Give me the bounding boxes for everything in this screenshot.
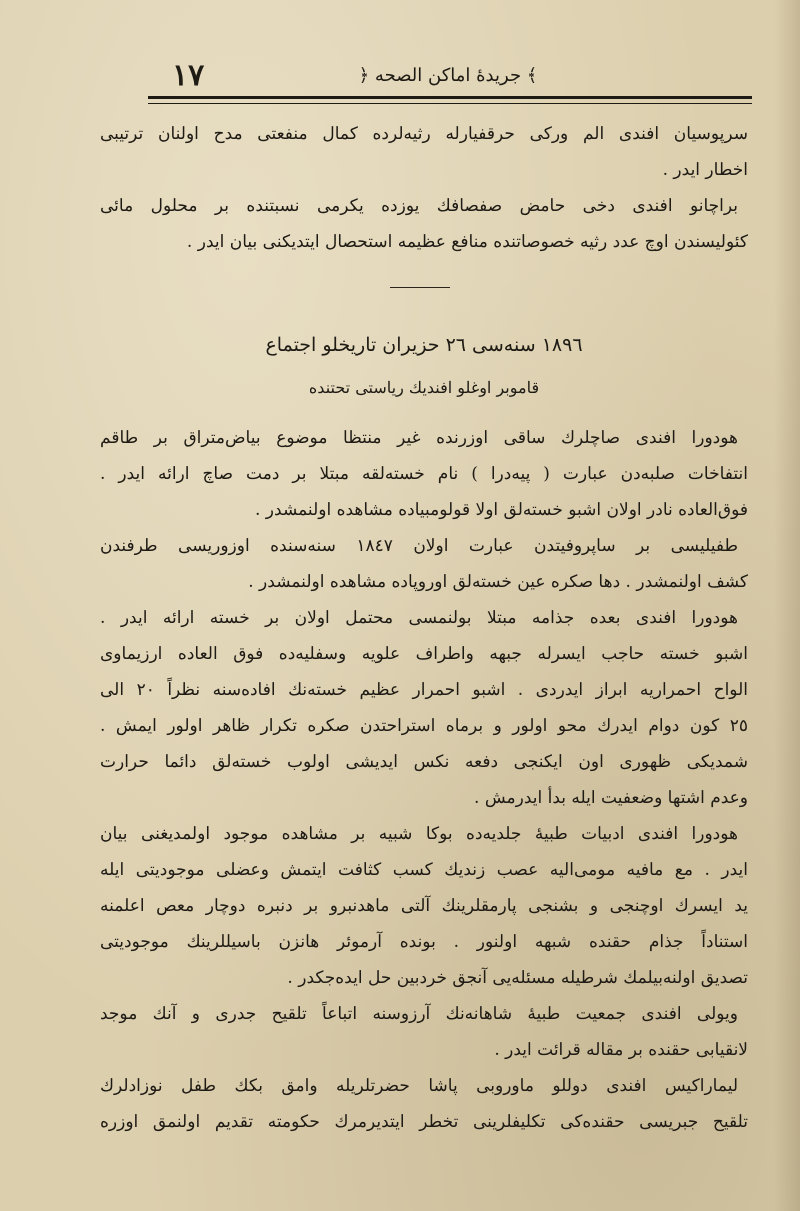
text-line: شمديكى ظهورى اون ايكنجى دفعه نكس ايديشى اولوب خسته‌لق دائما حرارت	[100, 752, 748, 772]
page-number: ١٧	[172, 58, 205, 93]
header-rule-thin	[148, 103, 752, 104]
text-line: اشبو خسته حاجب ايسرله جبهه واطراف علويه وسفليه‌ده فوق العاده ارزيماوى	[100, 644, 748, 664]
text-line: فوق‌العاده نادر اولان اشبو خسته‌لق اولا قولومبياده مشاهده اولنمشدر .	[255, 500, 748, 520]
body-text	[100, 420, 748, 1140]
paragraph	[100, 816, 748, 996]
paragraph	[100, 996, 748, 1068]
text-line: اخطار ايدر .	[662, 160, 748, 180]
text-line: استناداً جذام حقنده شبهه اولنور . بونده آرموئر هانزن باسيللرينك موجوديتى	[100, 932, 748, 952]
text-line: براچانو افندى دخى حامض صفصافك يوزده يكرمى نسبتنده بر محلول مائى	[100, 196, 738, 216]
text-line: لانقيابى حقنده بر مقاله قرائت ايدر .	[494, 1040, 748, 1060]
section-subtitle: قاموبر اوغلو افنديك رياستى تحتنده	[308, 378, 540, 397]
intro-text	[100, 116, 748, 260]
text-line: تلقيح جبريسى حقنده‌كى تكليفلرينى تخطر ايتديرمرك حكومته تقديم اولنمق اوزره	[100, 1112, 748, 1132]
text-line: ويولى افندى جمعيت طبيهٔ شاهانه‌نك آرزوسنه اتباعاً تلقيح جدرى و آنك موجد	[100, 1004, 738, 1024]
text-line: ليماراكيس افندى دوللو ماوروبى پاشا حضرتلريله وامق بكك طفل نوزادلرك	[100, 1076, 738, 1096]
text-line: هودورا افندى صاچلرك ساقى اوزرنده غير منتظا موضوع بياض‌متراق بر طاقم	[100, 428, 738, 448]
text-line: كشف اولنمشدر . دها صكره عين خسته‌لق اوروپاده مشاهده اولنمشدر .	[248, 572, 748, 592]
header-rule-thick	[148, 96, 752, 99]
paragraph	[100, 1068, 748, 1140]
text-line: سرپوسيان افندى الم وركى حرقفيارله رثيه‌لرده كمال منفعتى مدح اولنان ترتيبى	[100, 124, 748, 144]
section-title: ١٨٩٦ سنه‌سى ٢٦ حزيران تاريخلو اجتماع	[265, 334, 583, 356]
text-line: طفيليسى بر ساپروفيتدن عبارت اولان ١٨٤٧ سنه‌سنده اوزوريسى طرفندن	[100, 536, 738, 556]
page-edge-shadow	[774, 0, 800, 1211]
text-line: كئوليسندن اوچ عدد رثيه خصوصاتنده منافع عظيمه استحصال ايتديكنى بيان ايدر .	[186, 232, 748, 252]
section-separator	[390, 287, 450, 288]
page-header	[148, 58, 752, 98]
running-title: ﴿ جريدهٔ اماكن الصحه ﴾	[358, 65, 538, 86]
text-line: ٢٥ كون دوام ايدرك محو اولور و برماه استراحتدن صكره تكرار ظاهر اولور ايمش .	[100, 716, 748, 736]
paragraph	[100, 420, 748, 528]
paragraph	[100, 528, 748, 600]
text-line: هودورا افندى ادبيات طبيهٔ جلديه‌ده بوكا شبيه بر مشاهده موجود اولمديغنى بيان	[100, 824, 738, 844]
paragraph	[100, 600, 748, 816]
text-line: انتفاخات صلبه‌دن عبارت ( پيه‌درا ) نام خسته‌لقه مبتلا بر دمت صاچ ارائه ايدر .	[100, 464, 748, 484]
text-line: ايدر . مع مافيه مومى‌اليه عصب زنديك كسب كثافت ايتمش وعضلى موجوديتى ايله	[100, 860, 748, 880]
text-line: هودورا افندى بعده جذامه مبتلا بولنمسى محتمل اولان بر خسته ارائه ايدر .	[100, 608, 738, 628]
text-line: الواح احمراريه ابراز ايدردى . اشبو احمرار عظيم خسته‌نك افاده‌سنه نظراً ٢٠ الى	[100, 680, 748, 700]
text-line: تصديق اولنه‌بيلمك شرطيله مسئله‌يى آنجق خردبين حل ايده‌جكدر .	[287, 968, 748, 988]
text-line: وعدم اشتها وضعفيت ايله بدأ ايدرمش .	[474, 788, 748, 808]
text-line: يد ايسرك اوچنجى و بشنجى پارمقلرينك آلتى ماهدنبرو بر دنبره دوچار معص اعلمنه	[100, 896, 748, 916]
